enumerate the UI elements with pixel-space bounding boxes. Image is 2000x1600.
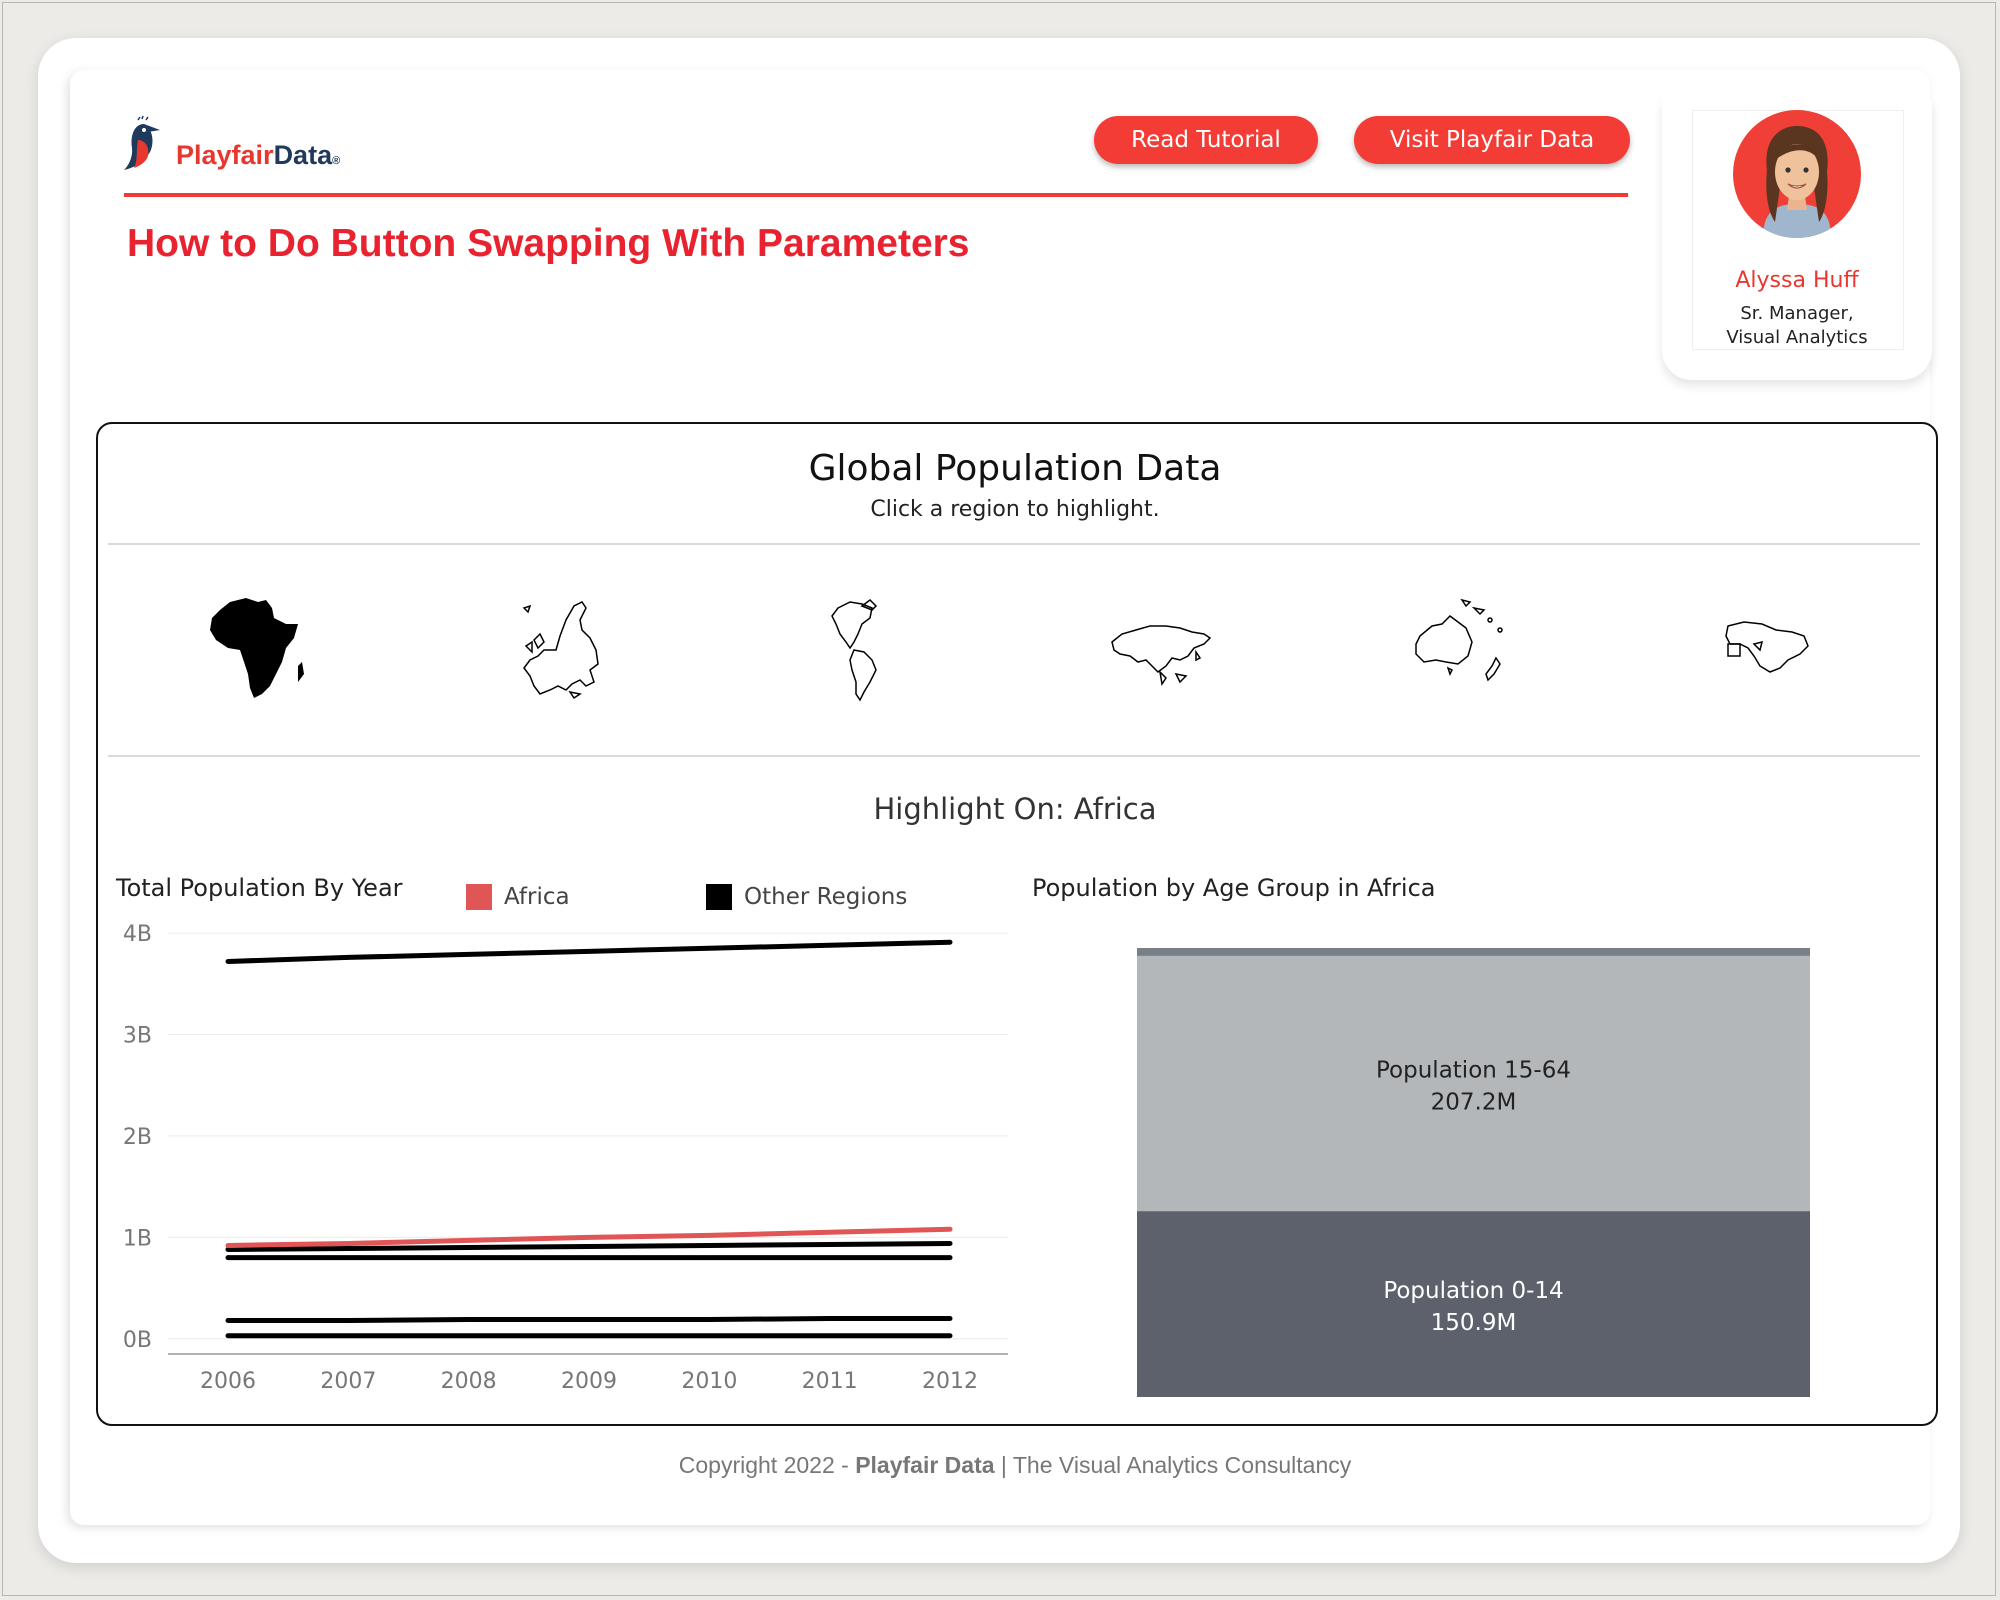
legend-other-regions-label: Other Regions (744, 884, 908, 910)
x-tick-label: 2007 (320, 1369, 377, 1394)
x-tick-label: 2006 (200, 1369, 256, 1394)
dashboard-title: Global Population Data (808, 448, 1222, 489)
footer-suffix: | The Visual Analytics Consultancy (994, 1452, 1352, 1478)
segment-label: Population 0-14 (1383, 1278, 1564, 1305)
bar-segment-2[interactable] (1137, 948, 1810, 956)
page-title: How to Do Button Swapping With Parameters (127, 222, 970, 265)
x-tick-label: 2008 (440, 1369, 497, 1394)
footer-brand[interactable]: Playfair Data (855, 1452, 995, 1478)
x-tick-label: 2009 (561, 1369, 617, 1394)
y-tick-label: 1B (122, 1226, 152, 1252)
y-tick-label: 4B (122, 922, 152, 948)
dashboard-subtitle: Click a region to highlight. (870, 497, 1160, 522)
x-tick-label: 2010 (681, 1369, 738, 1394)
author-role-line1: Sr. Manager, (1740, 303, 1854, 324)
line-chart-title: Total Population By Year (116, 874, 403, 902)
logo-wordmark: PlayfairData® (176, 139, 341, 170)
x-tick-label: 2011 (801, 1369, 858, 1394)
segment-label: Population 15-64 (1376, 1057, 1571, 1084)
legend-africa-label: Africa (504, 884, 570, 910)
author-name: Alyssa Huff (1735, 268, 1859, 293)
read-tutorial-button[interactable]: Read Tutorial (1094, 116, 1318, 164)
author-role-line2: Visual Analytics (1726, 327, 1868, 348)
bar-chart-title: Population by Age Group in Africa (1032, 874, 1436, 902)
x-tick-label: 2012 (922, 1369, 978, 1394)
segment-value: 207.2M (1430, 1089, 1517, 1116)
segment-value: 150.9M (1430, 1310, 1517, 1337)
y-tick-label: 2B (122, 1124, 152, 1150)
footer (96, 1452, 1934, 1479)
y-tick-label: 0B (122, 1327, 152, 1353)
bar-segments (1137, 948, 1810, 1397)
highlight-label: Highlight On: Africa (873, 792, 1157, 826)
footer-prefix: Copyright 2022 - (678, 1452, 856, 1478)
y-tick-label: 3B (122, 1023, 152, 1049)
visit-playfair-data-button[interactable]: Visit Playfair Data (1354, 116, 1630, 164)
